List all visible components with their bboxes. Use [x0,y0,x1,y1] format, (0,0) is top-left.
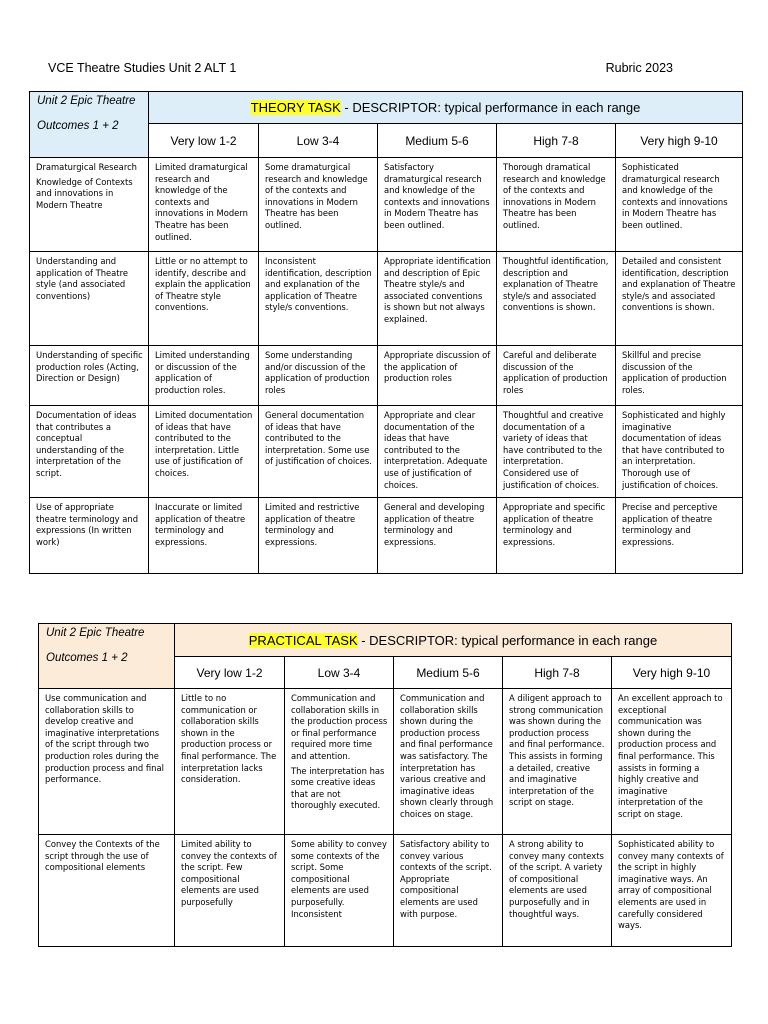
cell-text: Inconsistent identification, description and explanation of the application of Theatre style/s conventions. [265,256,372,313]
descriptor-cell [497,252,616,346]
task-descriptor: - DESCRIPTOR: typical performance in each range [340,100,641,115]
task-descriptor: - DESCRIPTOR: typical performance in each range [357,632,658,648]
cell-text: Satisfactory ability to convey various contexts of the script. Appropriate compositional elements are used with purpose. [400,839,492,919]
descriptor-cell [497,406,616,498]
cell-text: General documentation of ideas that have contributed to the interpretation. Some use of justification of choices. [265,410,372,467]
descriptor-cell [149,346,259,406]
cell-text: Sophisticated ability to convey many contexts of the script in highly imaginative ways. An array of compositional elements are used in carefully considered ways. [618,839,724,931]
criterion-cell [39,835,175,947]
cell-text: General and developing application of theatre terminology and expressions. [384,502,485,547]
outcomes-label: Outcomes 1 + 2 [46,652,128,664]
cell-text: The interpretation has some creative ideas that are not thoroughly executed. [291,765,385,811]
cell-text: Appropriate and clear documentation of the ideas that have contributed to the interpretation. Adequate use of justification of choices. [384,410,488,490]
theory-task-heading [149,92,743,124]
descriptor-cell [503,835,612,947]
descriptor-cell [285,835,394,947]
descriptor-cell [497,158,616,252]
descriptor-cell [616,346,743,406]
descriptor-cell [497,346,616,406]
descriptor-cell [259,498,378,574]
descriptor-cell [394,835,503,947]
criterion-cell [30,346,149,406]
cell-text: Thorough dramatical research and knowledge of the contexts and innovations in Modern Theatre has been outlined. [503,162,606,230]
cell-text: Documentation of ideas that contributes a conceptual understanding of the interpretation of the script. [36,410,137,478]
criterion-cell [30,498,149,574]
cell-text: Careful and deliberate discussion of the application of production roles [503,350,608,395]
descriptor-cell [378,252,497,346]
level-header: High 7-8 [497,124,616,158]
cell-text: Thoughtful identification, description and explanation of Theatre style/s and associated conventions is shown. [503,256,609,313]
cell-text: Limited and restrictive application of theatre terminology and expressions. [265,502,360,547]
criterion-cell [30,158,149,252]
descriptor-cell [378,346,497,406]
rubric-row [30,406,743,498]
rubric-row [30,346,743,406]
document-title: VCE Theatre Studies Unit 2 ALT 1 [48,61,237,75]
cell-text: Detailed and consistent identification, description and explanation of Theatre style/s and associated conventions is shown. [622,256,736,313]
descriptor-cell [149,498,259,574]
descriptor-cell [259,346,378,406]
practical-rubric-table [38,623,732,947]
level-header: Low 3-4 [285,657,394,689]
rubric-year: Rubric 2023 [605,61,673,75]
descriptor-cell [612,835,732,947]
cell-text: Convey the Contexts of the script through the use of compositional elements [45,839,160,873]
cell-text: Sophisticated and highly imaginative documentation of ideas that have contributed to an interpretation. Thorough use of justification of choices. [622,410,726,490]
descriptor-cell [175,689,285,835]
level-header: Very high 9-10 [616,124,743,158]
descriptor-cell [378,406,497,498]
cell-text: Dramaturgical Research [36,162,137,172]
descriptor-cell [503,689,612,835]
descriptor-cell [149,406,259,498]
level-header: Very low 1-2 [149,124,259,158]
descriptor-cell [259,252,378,346]
descriptor-cell [378,498,497,574]
cell-text: Little to no communication or collaboration skills shown in the production process or final performance. The interpretation lacks consideration. [181,693,277,785]
cell-text: Inaccurate or limited application of theatre terminology and expressions. [155,502,246,547]
cell-text: Satisfactory dramaturgical research and knowledge of the contexts and innovations in Modern Theatre has been outlined. [384,162,490,230]
cell-text: A strong ability to convey many contexts of the script. A variety of compositional elements are used purposefully and in thoughtful ways. [509,839,604,919]
criterion-cell [39,689,175,835]
cell-text: Precise and perceptive application of theatre terminology and expressions. [622,502,718,547]
practical-corner [39,624,175,689]
rubric-row [30,158,743,252]
cell-text: Skillful and precise discussion of the application of production roles. [622,350,727,395]
cell-text: Understanding and application of Theatre style (and associated conventions) [36,256,128,301]
rubric-row [39,689,732,835]
cell-text: Understanding of specific production roles (Acting, Direction or Design) [36,350,143,384]
cell-text: Communication and collaboration skills shown during the production process and final performance was satisfactory. The interpretation has various creative and imaginative ideas shown clearly through choices on stage. [400,693,494,819]
cell-text: Use communication and collaboration skills to develop creative and imaginative interpretations of the script through two production roles during the production process and final performance. [45,693,164,785]
descriptor-cell [612,689,732,835]
practical-task-heading [175,624,732,657]
task-highlight: THEORY TASK [250,100,341,115]
cell-text: Limited documentation of ideas that have contributed to the interpretation. Little use of justification of choices. [155,410,253,478]
theory-rubric-table [29,91,743,574]
outcomes-label: Outcomes 1 + 2 [37,120,119,132]
cell-text: Limited ability to convey the contexts of the script. Few compositional elements are used purposefully [181,839,277,907]
level-header: Low 3-4 [259,124,378,158]
cell-text: Sophisticated dramaturgical research and knowledge of the contexts and innovations in Modern Theatre has been outlined. [622,162,728,230]
cell-text: Some understanding and/or discussion of the application of production roles [265,350,370,395]
criterion-cell [30,406,149,498]
descriptor-cell [616,252,743,346]
criterion-cell [30,252,149,346]
cell-text: Some dramaturgical research and knowledge of the contexts and innovations in Modern Theatre has been outlined. [265,162,368,230]
descriptor-cell [285,689,394,835]
task-highlight: PRACTICAL TASK [248,632,358,648]
cell-text: Appropriate discussion of the application of production roles [384,350,491,384]
cell-text: Appropriate identification and description of Epic Theatre style/s and associated conventions is shown but not always explained. [384,256,491,324]
theory-corner [30,92,149,158]
cell-text: An excellent approach to exceptional communication was shown during the production process and final performance. This assists in forming a highly creative and imaginative interpretation of the script on stage. [618,693,723,819]
cell-text: Communication and collaboration skills in the production process or final performance required more time and attention. [291,693,388,761]
level-header: Medium 5-6 [394,657,503,689]
cell-text: Some ability to convey some contexts of the script. Some compositional elements are used purposefully. Inconsistent [291,839,387,919]
cell-text: Limited understanding or discussion of the application of production roles. [155,350,250,395]
descriptor-cell [149,252,259,346]
cell-text: A diligent approach to strong communication was shown during the production process and final performance. This assists in forming a detailed, creative and imaginative interpretation of the script on stage. [509,693,605,808]
descriptor-cell [259,158,378,252]
descriptor-cell [259,406,378,498]
level-header: Medium 5-6 [378,124,497,158]
descriptor-cell [616,406,743,498]
unit-label: Unit 2 Epic Theatre [46,627,145,639]
cell-text: Little or no attempt to identify, describe and explain the application of Theatre style conventions. [155,256,251,313]
rubric-row [39,835,732,947]
level-header: High 7-8 [503,657,612,689]
descriptor-cell [497,498,616,574]
document-header [48,61,673,79]
descriptor-cell [394,689,503,835]
cell-text: Use of appropriate theatre terminology and expressions (In written work) [36,502,139,547]
rubric-row [30,498,743,574]
descriptor-cell [175,835,285,947]
descriptor-cell [616,498,743,574]
cell-text: Thoughtful and creative documentation of a variety of ideas that have contributed to the interpretation. Considered use of justification of choices. [503,410,604,490]
level-header: Very high 9-10 [612,657,732,689]
cell-text: Appropriate and specific application of theatre terminology and expressions. [503,502,606,547]
descriptor-cell [149,158,259,252]
level-header: Very low 1-2 [175,657,285,689]
descriptor-cell [378,158,497,252]
descriptor-cell [616,158,743,252]
unit-label: Unit 2 Epic Theatre [37,95,136,107]
cell-text: Limited dramaturgical research and knowledge of the contexts and innovations in Modern Theatre has been outlined. [155,162,248,242]
rubric-row [30,252,743,346]
cell-text: Knowledge of Contexts and innovations in Modern Theatre [36,176,133,210]
